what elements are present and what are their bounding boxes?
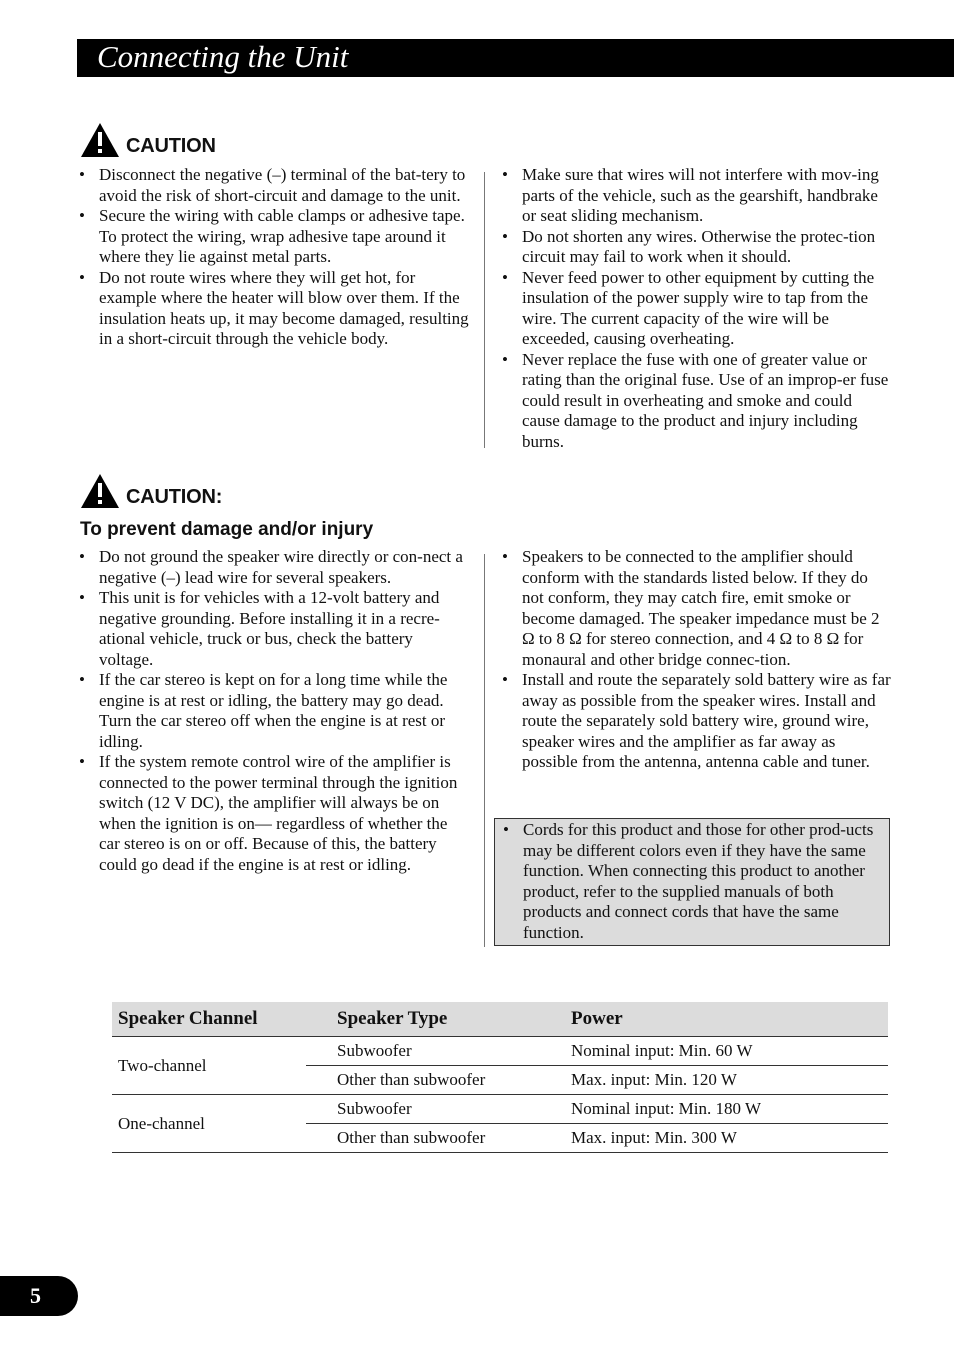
list-item: • If the system remote control wire of the amplifier is connected to the power terminal through the ignition switch (12 V DC), the amplifier will always be on when the ignition is on— regardless of whether the car stereo is on or off. Because of this, the battery could go dead if the engine is at rest or idling.: [78, 752, 470, 875]
table-header-row: [112, 1002, 888, 1037]
caution-heading-1: [80, 122, 216, 158]
column-divider: [484, 172, 485, 448]
type-cell: Other than subwoofer: [306, 1066, 565, 1095]
caution2-left-list: [78, 547, 470, 875]
list-item: • Make sure that wires will not interfere with mov-ing parts of the vehicle, such as the gearshift, handbrake or seat sliding mechanism.: [501, 165, 891, 227]
page-title: Connecting the Unit: [97, 39, 349, 74]
list-item: • Do not route wires where they will get hot, for example where the heater will blow over them. If the insulation heats up, it may become damaged, resulting in a short-circuit through the vehicle body.: [78, 268, 470, 350]
page-number-tab: [0, 1276, 78, 1316]
table-row: [112, 1095, 888, 1124]
power-cell: Max. input: Min. 300 W: [565, 1124, 888, 1153]
list-item: • Secure the wiring with cable clamps or adhesive tape. To protect the wiring, wrap adhesive tape around it where they lie against metal parts.: [78, 206, 470, 268]
power-cell: Max. input: Min. 120 W: [565, 1066, 888, 1095]
power-cell: Nominal input: Min. 60 W: [565, 1037, 888, 1066]
list-item: • Never feed power to other equipment by cutting the insulation of the power supply wire to tap from the wire. The current capacity of the wire will be exceeded, causing overheating.: [501, 268, 891, 350]
list-item: • This unit is for vehicles with a 12-volt battery and negative grounding. Before installing it in a recre-ational vehicle, truck or bus, check the battery voltage.: [78, 588, 470, 670]
channel-cell: One-channel: [112, 1095, 306, 1153]
list-item: • Cords for this product and those for other prod-ucts may be different colors even if they have the same function. When connecting this product to another product, refer to the supplied manuals of both products and connect cords that have the same function.: [502, 820, 882, 943]
caution-title-2: CAUTION:: [126, 486, 223, 508]
caution1-left-list: [78, 165, 470, 350]
note-list: [502, 820, 882, 943]
note-box: [494, 818, 890, 946]
speaker-requirements-table: [112, 1002, 888, 1153]
list-item: • Never replace the fuse with one of greater value or rating than the original fuse. Use of an improp-er fuse could result in overheating and smoke and could cause damage to the product and injury including burns.: [501, 350, 891, 453]
title-bar: [77, 39, 954, 77]
list-item: • Speakers to be connected to the amplifier should conform with the standards listed below. If they do not conform, they may catch fire, emit smoke or become damaged. The speaker impedance must be 2 Ω to 8 Ω for stereo connection, and 4 Ω to 8 Ω for monaural and other bridge connec-tion.: [501, 547, 891, 670]
caution1-right-list: [501, 165, 891, 452]
list-item: • Disconnect the negative (–) terminal of the bat-tery to avoid the risk of short-circuit and damage to the unit.: [78, 165, 470, 206]
caution2-right-list: [501, 547, 891, 773]
channel-cell: Two-channel: [112, 1037, 306, 1095]
header-speaker-type: Speaker Type: [306, 1002, 565, 1037]
type-cell: Subwoofer: [306, 1095, 565, 1124]
list-item: • Install and route the separately sold battery wire as far away as possible from the speaker wires. Install and route the separately sold battery wire, ground wire, speaker wires and the amplifier as far away as possible from the antenna, antenna cable and tuner.: [501, 670, 891, 773]
column-divider: [484, 554, 485, 947]
type-cell: Subwoofer: [306, 1037, 565, 1066]
caution-subheading: To prevent damage and/or injury: [80, 519, 374, 540]
header-speaker-channel: Speaker Channel: [112, 1002, 306, 1037]
list-item: • Do not shorten any wires. Otherwise the protec-tion circuit may fail to work when it should.: [501, 227, 891, 268]
type-cell: Other than subwoofer: [306, 1124, 565, 1153]
table-row: [112, 1037, 888, 1066]
caution-heading-2: [80, 473, 222, 509]
list-item: • If the car stereo is kept on for a long time while the engine is at rest or idling, the battery may go dead. Turn the car stereo off when the engine is at rest or idling.: [78, 670, 470, 752]
power-cell: Nominal input: Min. 180 W: [565, 1095, 888, 1124]
warning-triangle-icon: [80, 122, 120, 158]
page-number: 5: [30, 1283, 41, 1308]
caution-title-1: CAUTION: [126, 135, 216, 157]
header-power: Power: [565, 1002, 888, 1037]
warning-triangle-icon: [80, 473, 120, 509]
list-item: • Do not ground the speaker wire directly or con-nect a negative (–) lead wire for several speakers.: [78, 547, 470, 588]
